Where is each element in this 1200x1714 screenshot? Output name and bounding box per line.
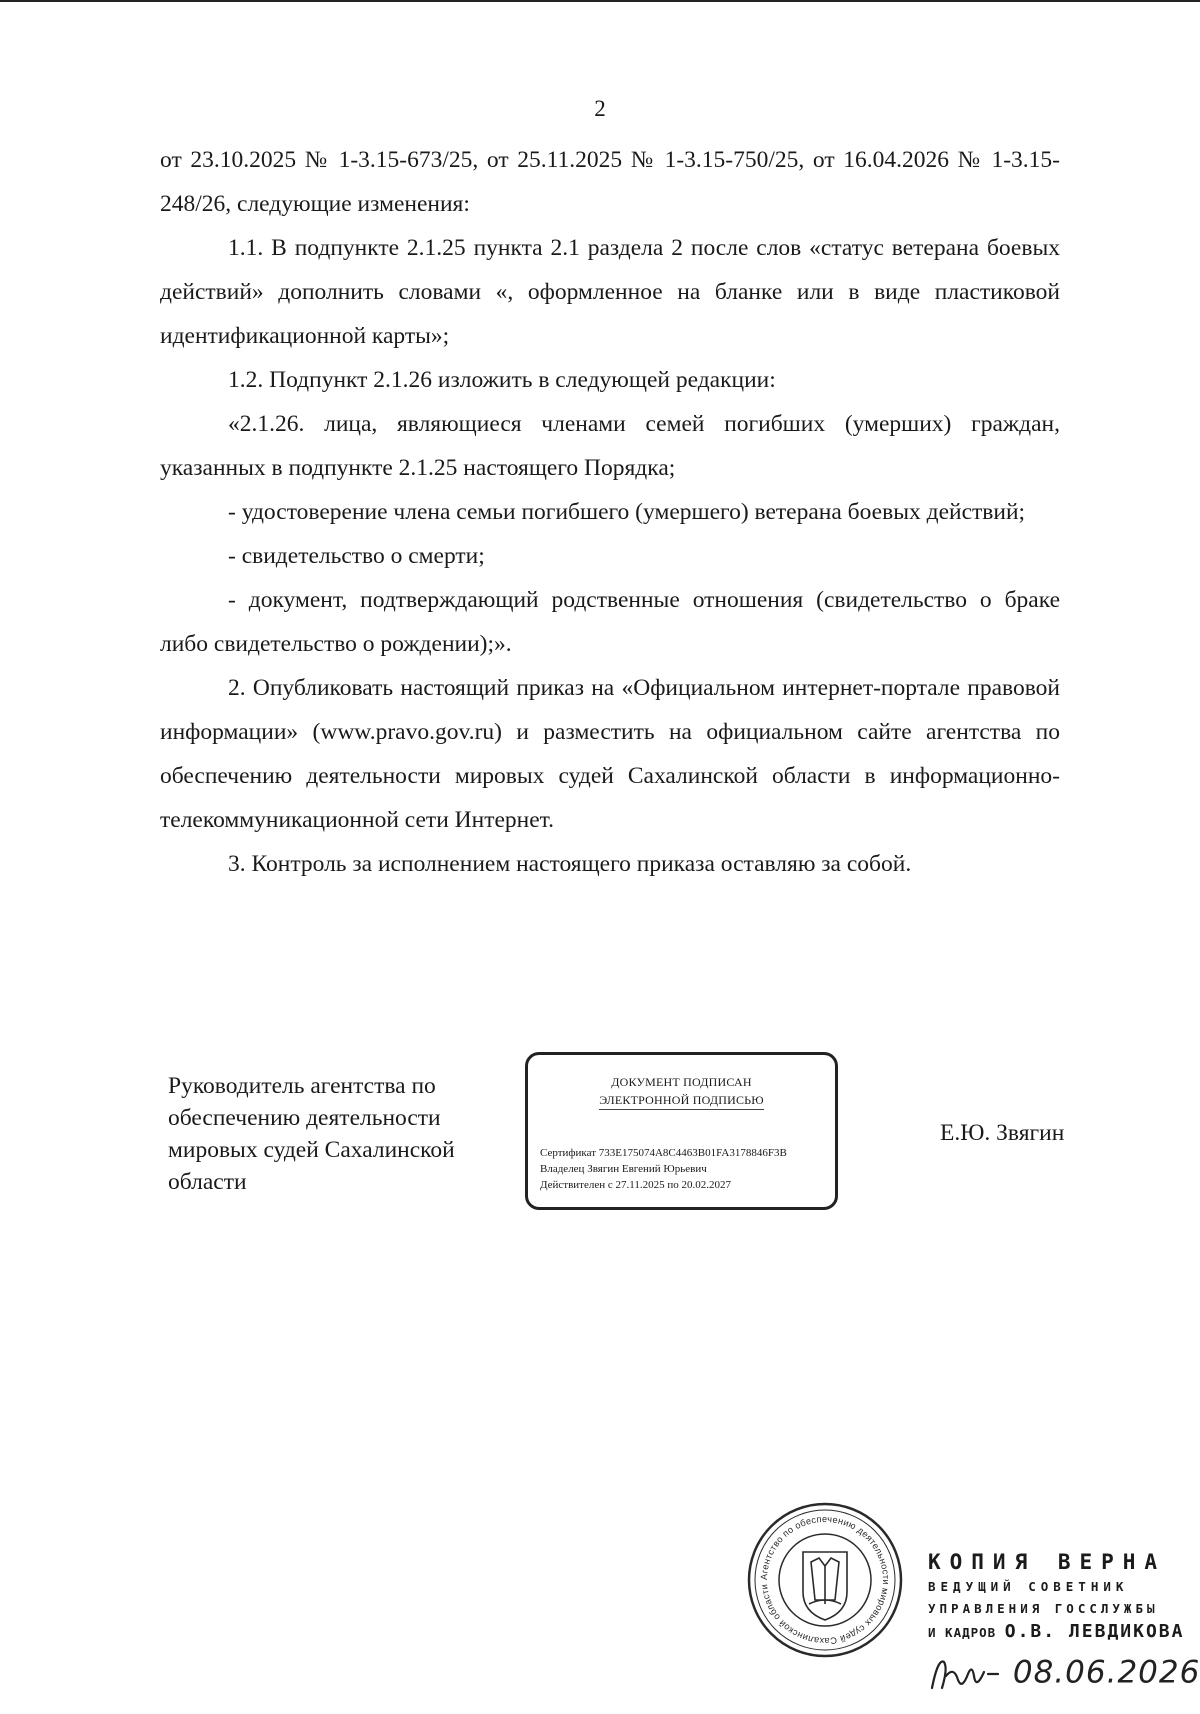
ds-owner: Владелец Звягин Евгений Юрьевич <box>540 1163 707 1175</box>
handwritten-signature-icon <box>928 1654 1002 1694</box>
paragraph-amendments-intro: от 23.10.2025 № 1-3.15-673/25, от 25.11.2025 № 1-3.15-750/25, от 16.04.2026 № 1-3.15-248/26, следующие изменения: <box>160 147 1060 217</box>
handwritten-signature-date <box>928 1654 1200 1694</box>
list-item-certificate: - удостоверение члена семьи погибшего (умершего) ветерана боевых действий; <box>228 499 1026 525</box>
signatory-position-line: обеспечению деятельности <box>168 1105 441 1131</box>
electronic-signature-stamp <box>525 1052 838 1210</box>
coat-of-arms-icon <box>803 1552 847 1620</box>
copy-stamp-department: УПРАВЛЕНИЯ ГОССЛУЖБЫ <box>928 1601 1159 1616</box>
paragraph-2-publish: 2. Опубликовать настоящий приказ на «Официальном интернет-портале правовой информации» (www.pravo.gov.ru) и разместить на официальном сайте агентства по обеспечению деятельности мировых судей Сахалинской области в информационно-телекоммуникационной сети Интернет. <box>160 675 1060 833</box>
official-seal <box>745 1500 905 1660</box>
paragraph-1-1: 1.1. В подпункте 2.1.25 пункта 2.1 раздела 2 после слов «статус ветерана боевых действий» дополнить словами «, оформленное на бланке или в виде пластиковой идентификационной карты»; <box>160 235 1060 349</box>
certified-copy-stamp <box>928 1548 1188 1645</box>
document-body <box>160 138 1060 886</box>
paragraph-1-2: 1.2. Подпункт 2.1.26 изложить в следующей редакции: <box>228 367 776 393</box>
copy-stamp-date: 08.06.2026 <box>1012 1654 1200 1691</box>
signatory-position <box>168 1070 498 1198</box>
copy-stamp-title: КОПИЯ ВЕРНА <box>928 1550 1167 1574</box>
page-number: 2 <box>594 96 606 121</box>
seal-circular-text: Агентство по обеспечению деятельности мировых судей Сахалинской области <box>758 1513 892 1647</box>
top-border-line <box>0 0 1200 2</box>
paragraph-3-control: 3. Контроль за исполнением настоящего приказа оставляю за собой. <box>228 851 912 877</box>
signer-name: Е.Ю. Звягин <box>940 1120 1065 1146</box>
ds-header-line-1: ДОКУМЕНТ ПОДПИСАН <box>611 1075 752 1089</box>
copy-stamp-officer-name: О.В. ЛЕВДИКОВА <box>1004 1621 1185 1642</box>
list-item-death-certificate: - свидетельство о смерти; <box>228 543 485 569</box>
signatory-position-line: области <box>168 1169 247 1195</box>
copy-stamp-name-line <box>928 1620 1188 1645</box>
copy-stamp-department-suffix: И КАДРОВ <box>928 1625 997 1640</box>
ds-header-line-2: ЭЛЕКТРОННОЙ ПОДПИСЬЮ <box>599 1091 764 1110</box>
ds-certificate: Сертификат 733E175074A8C4463B01FA3178846F3B <box>540 1147 787 1159</box>
paragraph-2-1-26: «2.1.26. лица, являющиеся членами семей погибших (умерших) граждан, указанных в подпункте 2.1.25 настоящего Порядка; <box>160 411 1060 481</box>
list-item-kinship-document: - документ, подтверждающий родственные отношения (свидетельство о браке либо свидетельство о рождении);». <box>160 587 1060 657</box>
ds-valid: Действителен с 27.11.2025 по 20.02.2027 <box>540 1179 731 1191</box>
signatory-position-line: мировых судей Сахалинской <box>168 1137 455 1163</box>
electronic-signature-details <box>540 1145 787 1193</box>
signatory-position-line: Руководитель агентства по <box>168 1073 436 1099</box>
electronic-signature-header <box>528 1073 835 1110</box>
copy-stamp-position: ВЕДУЩИЙ СОВЕТНИК <box>928 1579 1129 1594</box>
